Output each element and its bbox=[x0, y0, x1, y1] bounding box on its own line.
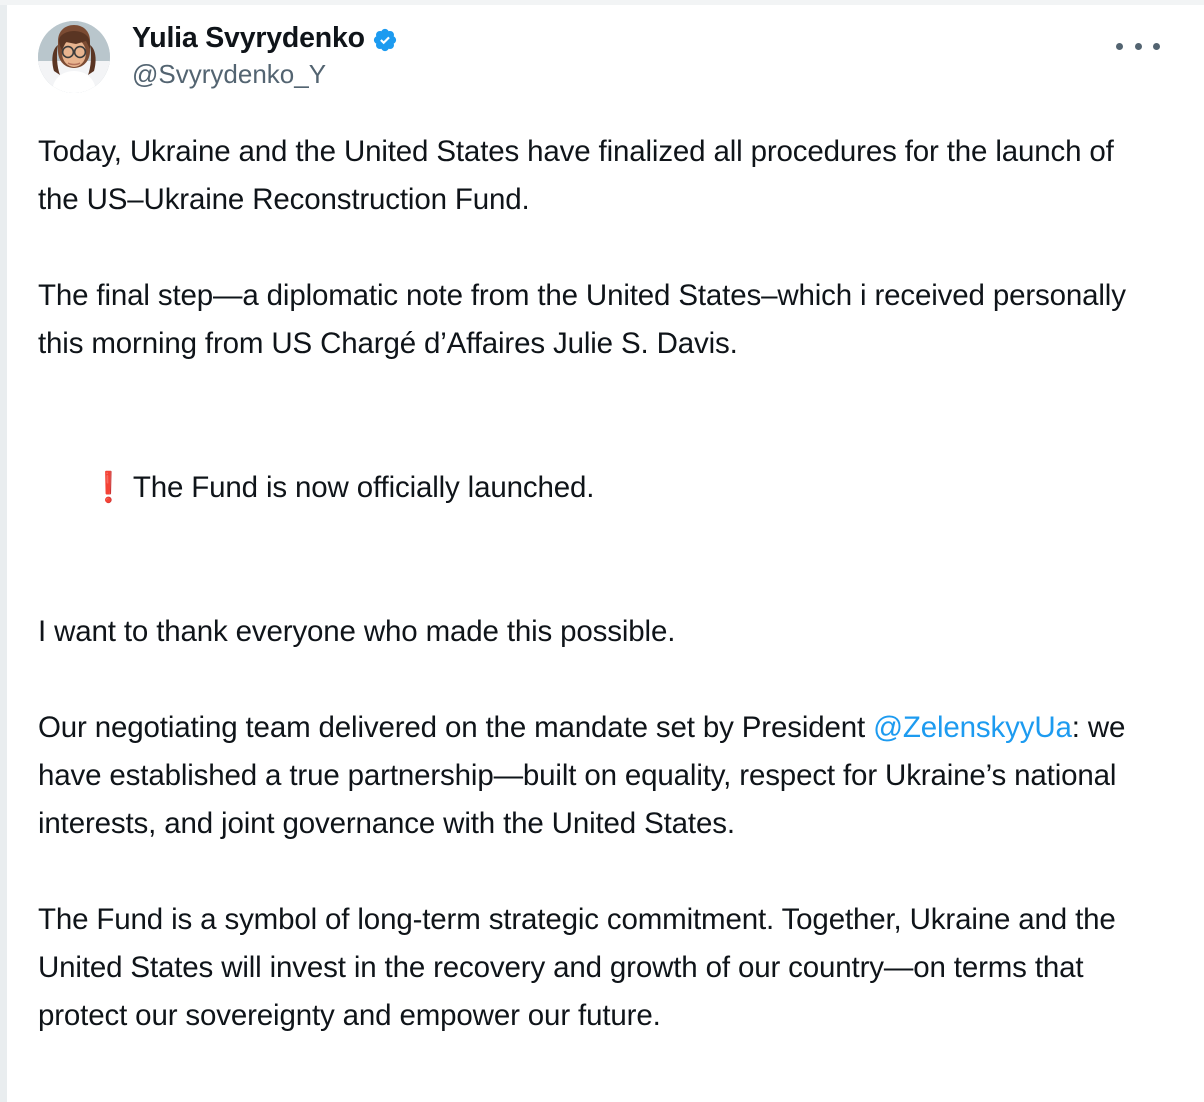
card-top-edge bbox=[0, 0, 1204, 5]
tweet-paragraph-5-suffix: : we have established a true partnership—built on equality, respect for Ukraine’s national interests, and joint governance with the United States. bbox=[38, 711, 1134, 840]
more-dot-3 bbox=[1153, 43, 1160, 50]
more-dot-2 bbox=[1135, 43, 1142, 50]
tweet-paragraph-2: The final step—a diplomatic note from the United States–which i received personally this morning from US Chargé d’Affaires Julie S. Davis. bbox=[38, 279, 1134, 360]
tweet-header bbox=[38, 18, 1160, 106]
author-block bbox=[132, 18, 398, 90]
avatar[interactable] bbox=[38, 21, 110, 93]
tweet-paragraph-1: Today, Ukraine and the United States have finalized all procedures for the launch of the US–Ukraine Reconstruction Fund. bbox=[38, 135, 1122, 216]
verified-badge-icon bbox=[372, 27, 398, 53]
more-dot-1 bbox=[1116, 43, 1123, 50]
tweet-paragraph-4: I want to thank everyone who made this possible. bbox=[38, 615, 676, 648]
mention-link-zelenskyyua[interactable]: @ZelenskyyUa bbox=[873, 711, 1072, 744]
tweet-paragraph-5 bbox=[38, 704, 1160, 848]
tweet-paragraph-5-prefix: Our negotiating team delivered on the mandate set by President bbox=[38, 711, 874, 744]
author-display-name[interactable]: Yulia Svyrydenko bbox=[132, 22, 365, 54]
card-left-edge bbox=[0, 0, 7, 1102]
tweet-paragraph-3 bbox=[38, 416, 1160, 560]
exclamation-mark-icon: ❗ bbox=[90, 471, 127, 504]
avatar-image bbox=[38, 21, 110, 93]
author-handle[interactable]: @Svyrydenko_Y bbox=[132, 58, 327, 89]
more-options-icon[interactable] bbox=[1116, 32, 1160, 60]
tweet-text bbox=[38, 128, 1160, 1040]
tweet-paragraph-6: The Fund is a symbol of long-term strategic commitment. Together, Ukraine and the United States will invest in the recovery and growth of our country—on terms that protect our sovereignty and empower our future. bbox=[38, 903, 1124, 1032]
author-name-row bbox=[132, 22, 398, 55]
tweet-paragraph-3-text: The Fund is now officially launched. bbox=[132, 471, 595, 504]
